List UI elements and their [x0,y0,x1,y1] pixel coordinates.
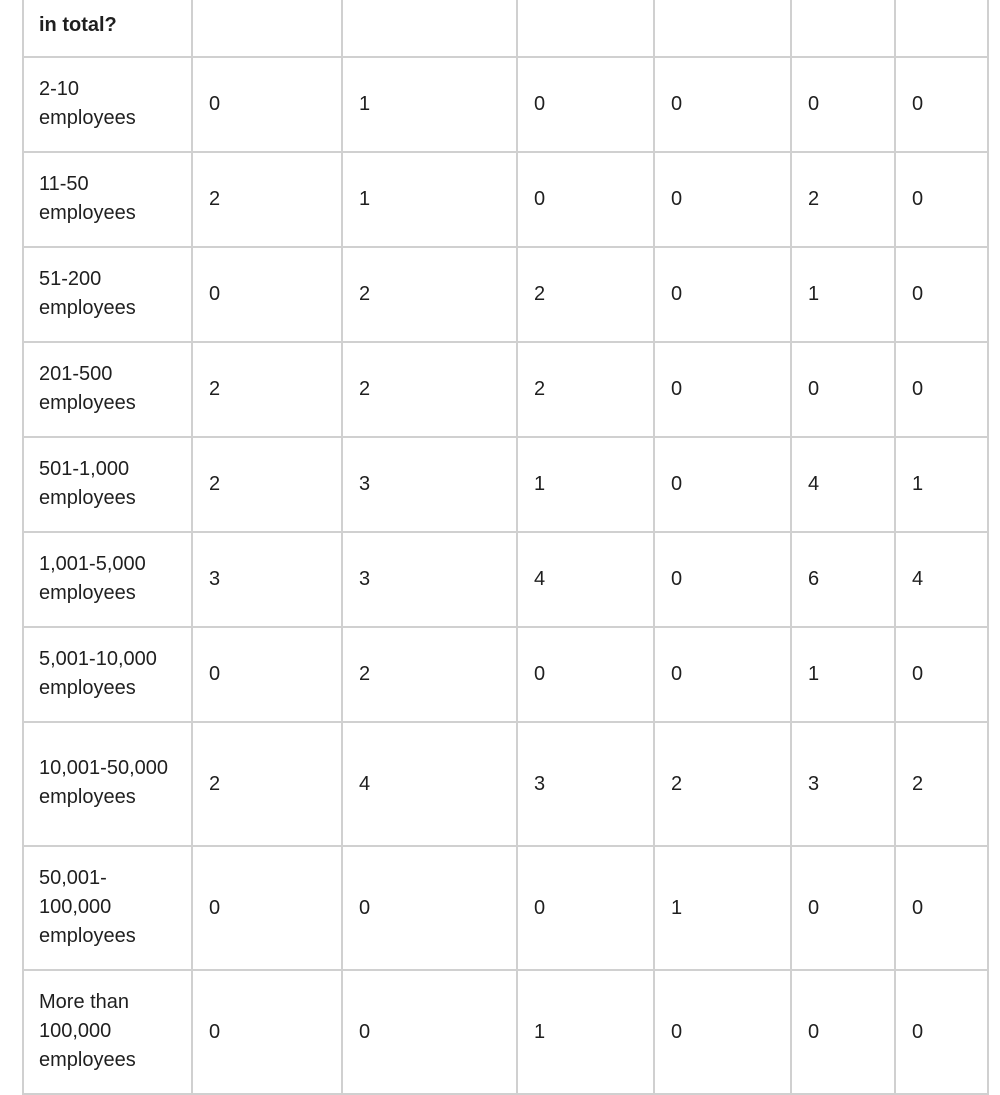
table-cell: 0 [517,57,654,152]
table-cell: 1 [895,437,988,532]
table-cell: 2 [342,627,517,722]
header-cell [791,0,895,57]
table-cell: 0 [192,57,342,152]
table-row [23,152,988,247]
table-cell: 0 [654,152,791,247]
table-cell: 0 [192,627,342,722]
header-cell [517,0,654,57]
table-cell: 0 [895,627,988,722]
table-cell: 3 [342,437,517,532]
table-cell: 1 [791,247,895,342]
table-cell: 0 [654,342,791,437]
table-cell: 1 [517,437,654,532]
table-row [23,532,988,627]
table-cell: 0 [791,970,895,1094]
table-cell: 0 [517,627,654,722]
table-cell: 4 [342,722,517,846]
row-label: 11-50 employees [23,152,192,247]
table-cell: 3 [342,532,517,627]
table-cell: 2 [654,722,791,846]
table-cell: 2 [342,342,517,437]
table-row [23,846,988,970]
table-cell: 2 [192,722,342,846]
table-cell: 0 [654,247,791,342]
table-cell: 3 [517,722,654,846]
table-cell: 3 [192,532,342,627]
table-cell: 0 [654,532,791,627]
table-cell: 4 [517,532,654,627]
row-label: 5,001-10,000 employees [23,627,192,722]
header-cell: in total? [23,0,192,57]
table-row [23,437,988,532]
table-cell: 1 [654,846,791,970]
table-cell: 4 [791,437,895,532]
table-cell: 0 [895,970,988,1094]
table-cell: 0 [654,627,791,722]
table-cell: 2 [895,722,988,846]
table-cell: 0 [791,846,895,970]
table-cell: 2 [192,437,342,532]
table-cell: 0 [895,152,988,247]
table-cell: 1 [342,57,517,152]
table-cell: 4 [895,532,988,627]
table-cell: 0 [342,846,517,970]
table-cell: 2 [192,342,342,437]
table-cell: 2 [517,342,654,437]
company-size-table [22,0,989,1095]
table-cell: 2 [517,247,654,342]
table-cell: 2 [342,247,517,342]
table-cell: 0 [517,152,654,247]
table-cell: 0 [895,846,988,970]
table-cell: 0 [517,846,654,970]
table-cell: 2 [791,152,895,247]
table-cell: 0 [654,970,791,1094]
row-label: 51-200 employees [23,247,192,342]
table-row [23,970,988,1094]
table-cell: 0 [895,342,988,437]
table-row [23,722,988,846]
table-cell: 6 [791,532,895,627]
table-header-row [23,0,988,57]
header-cell [895,0,988,57]
company-size-table-container [22,0,989,1095]
table-cell: 1 [517,970,654,1094]
table-cell: 0 [895,247,988,342]
row-label: 501-1,000 employees [23,437,192,532]
row-label: 1,001-5,000 employees [23,532,192,627]
table-row [23,627,988,722]
header-cell [654,0,791,57]
table-cell: 3 [791,722,895,846]
table-row [23,342,988,437]
row-label: 201-500 employees [23,342,192,437]
row-label: 10,001-50,000 employees [23,722,192,846]
table-cell: 2 [192,152,342,247]
table-cell: 1 [342,152,517,247]
table-cell: 0 [192,970,342,1094]
table-cell: 0 [192,247,342,342]
table-cell: 1 [791,627,895,722]
table-cell: 0 [791,342,895,437]
header-cell [192,0,342,57]
table-cell: 0 [791,57,895,152]
table-cell: 0 [342,970,517,1094]
row-label: 50,001-100,000 employees [23,846,192,970]
table-cell: 0 [192,846,342,970]
table-cell: 0 [895,57,988,152]
table-cell: 0 [654,437,791,532]
row-label: More than 100,000 employees [23,970,192,1094]
table-cell: 0 [654,57,791,152]
table-row [23,57,988,152]
table-row [23,247,988,342]
header-cell [342,0,517,57]
row-label: 2-10 employees [23,57,192,152]
